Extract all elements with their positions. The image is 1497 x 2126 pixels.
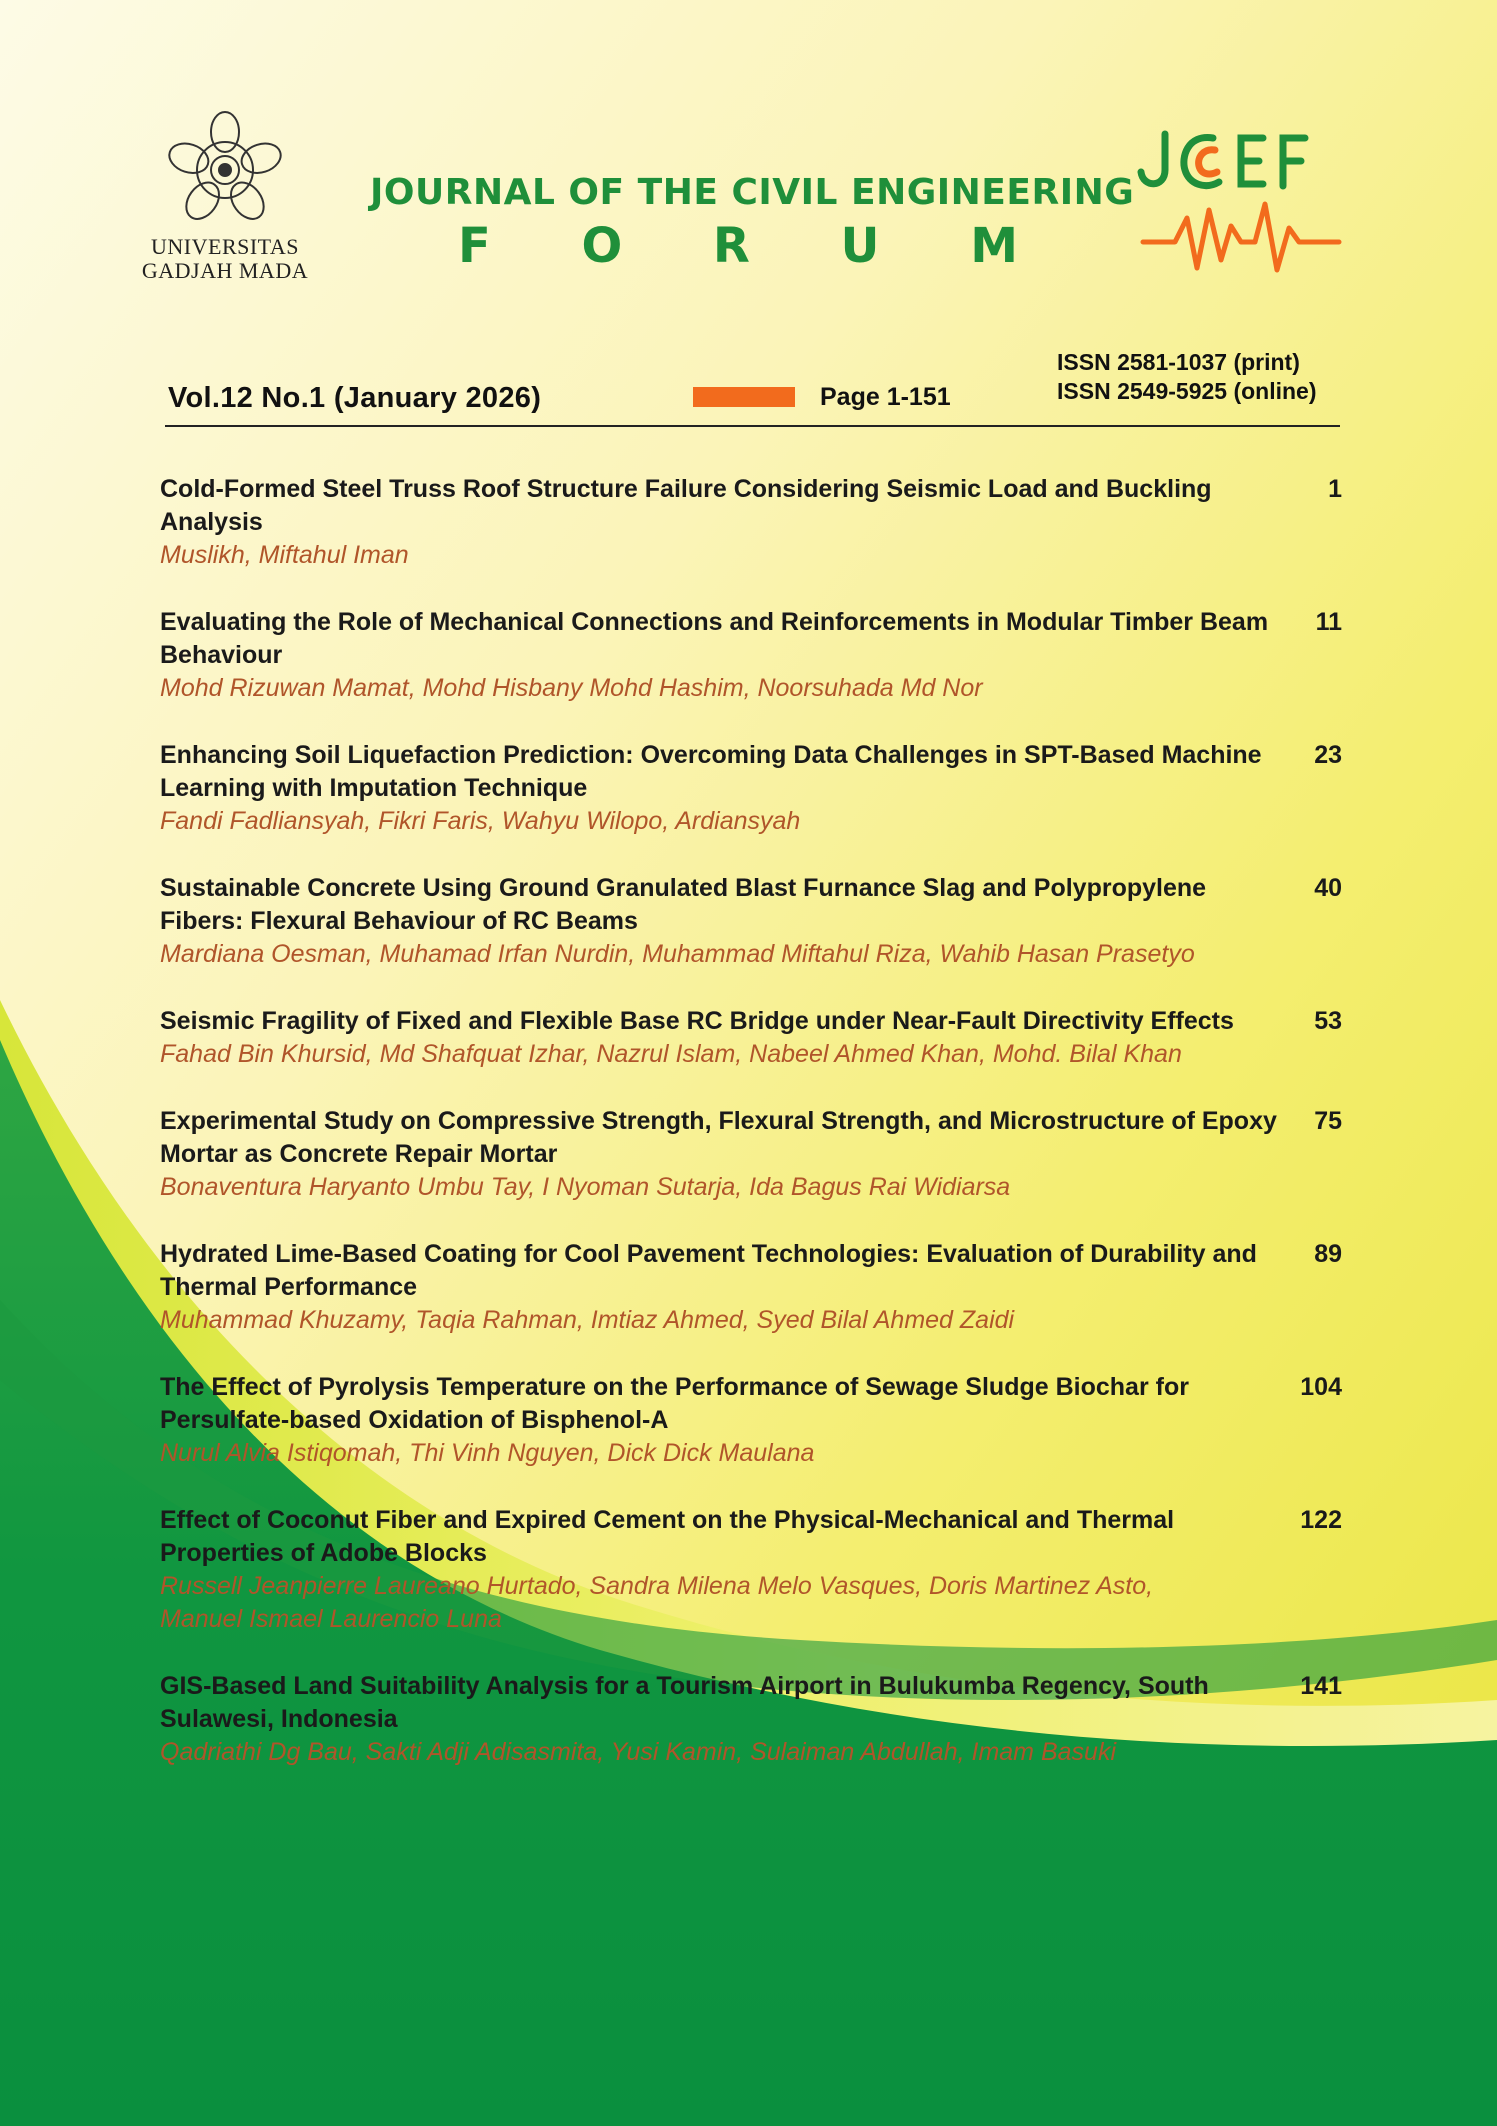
article-authors: Nurul Alvia Istiqomah, Thi Vinh Nguyen, Dick Dick Maulana <box>160 1439 815 1467</box>
toc-entry[interactable] <box>160 1238 1345 1337</box>
forum-letter: U <box>840 218 880 274</box>
toc-entry[interactable] <box>160 1670 1345 1769</box>
header-divider <box>165 425 1340 427</box>
article-authors: Fahad Bin Khursid, Md Shafquat Izhar, Nazrul Islam, Nabeel Ahmed Khan, Mohd. Bilal Khan <box>160 1040 1182 1068</box>
issn-online: ISSN 2549-5925 (online) <box>1057 378 1317 404</box>
issn-block <box>1057 348 1317 406</box>
jcef-logo <box>1135 120 1345 290</box>
article-authors: Bonaventura Haryanto Umbu Tay, I Nyoman Sutarja, Ida Bagus Rai Widiarsa <box>160 1173 1011 1201</box>
article-page: 1 <box>1328 475 1342 503</box>
article-title[interactable]: Seismic Fragility of Fixed and Flexible Base RC Bridge under Near-Fault Directivity Effects <box>160 1007 1234 1035</box>
ugm-seal-icon <box>165 110 285 230</box>
article-authors: Qadriathi Dg Bau, Sakti Adji Adisasmita, Yusi Kamin, Sulaiman Abdullah, Imam Basuki <box>160 1738 1116 1766</box>
article-authors: Russell Jeanpierre Laureano Hurtado, Sandra Milena Melo Vasques, Doris Martinez Asto, Manuel Ismael Laurencio Luna <box>160 1572 1154 1633</box>
volume-issue: Vol.12 No.1 (January 2026) <box>168 382 542 414</box>
accent-bar <box>693 387 795 407</box>
forum-letter: R <box>712 218 750 274</box>
issn-print: ISSN 2581-1037 (print) <box>1057 349 1300 375</box>
article-title[interactable]: The Effect of Pyrolysis Temperature on the Performance of Sewage Sludge Biochar for Persulfate-based Oxidation of Bisphenol-A <box>160 1373 1189 1434</box>
article-authors: Mohd Rizuwan Mamat, Mohd Hisbany Mohd Hashim, Noorsuhada Md Nor <box>160 674 983 702</box>
toc-entry[interactable] <box>160 1005 1345 1071</box>
toc-entry[interactable] <box>160 1105 1345 1204</box>
journal-title: JOURNAL OF THE CIVIL ENGINEERING <box>370 172 1135 213</box>
forum-letter: F <box>458 218 491 274</box>
article-page: 40 <box>1314 874 1342 902</box>
university-name-line2: GADJAH MADA <box>141 258 309 283</box>
journal-forum-word <box>458 218 1018 274</box>
article-authors: Muslikh, Miftahul Iman <box>160 541 409 569</box>
forum-letter: O <box>581 218 623 274</box>
article-authors: Muhammad Khuzamy, Taqia Rahman, Imtiaz Ahmed, Syed Bilal Ahmed Zaidi <box>160 1306 1015 1334</box>
article-title[interactable]: Enhancing Soil Liquefaction Prediction: Overcoming Data Challenges in SPT-Based Machine Learning with Imputation Technique <box>160 741 1262 802</box>
toc-entry[interactable] <box>160 473 1345 572</box>
article-page: 11 <box>1315 608 1342 636</box>
article-page: 141 <box>1300 1672 1342 1700</box>
article-title[interactable]: Hydrated Lime-Based Coating for Cool Pavement Technologies: Evaluation of Durability and Thermal Performance <box>160 1240 1257 1301</box>
article-authors: Fandi Fadliansyah, Fikri Faris, Wahyu Wilopo, Ardiansyah <box>160 807 801 835</box>
article-title[interactable]: Experimental Study on Compressive Strength, Flexural Strength, and Microstructure of Epoxy Mortar as Concrete Repair Mortar <box>160 1107 1277 1168</box>
article-authors: Mardiana Oesman, Muhamad Irfan Nurdin, Muhammad Miftahul Riza, Wahib Hasan Prasetyo <box>160 940 1195 968</box>
toc-entry[interactable] <box>160 606 1345 705</box>
university-name-line1: UNIVERSITAS <box>151 234 299 259</box>
forum-letter: M <box>970 218 1018 274</box>
table-of-contents <box>160 473 1345 1769</box>
article-page: 122 <box>1300 1506 1342 1534</box>
article-title[interactable]: GIS-Based Land Suitability Analysis for a Tourism Airport in Bulukumba Regency, South Sulawesi, Indonesia <box>160 1672 1209 1733</box>
article-page: 104 <box>1300 1373 1342 1401</box>
university-logo <box>140 110 310 283</box>
article-title[interactable]: Effect of Coconut Fiber and Expired Cement on the Physical-Mechanical and Thermal Properties of Adobe Blocks <box>160 1506 1175 1567</box>
toc-entry[interactable] <box>160 1504 1345 1636</box>
article-title[interactable]: Sustainable Concrete Using Ground Granulated Blast Furnance Slag and Polypropylene Fibers: Flexural Behaviour of RC Beams <box>160 874 1207 935</box>
article-page: 75 <box>1314 1107 1342 1135</box>
toc-entry[interactable] <box>160 739 1345 838</box>
article-page: 53 <box>1314 1007 1342 1035</box>
article-title[interactable]: Evaluating the Role of Mechanical Connections and Reinforcements in Modular Timber Beam Behaviour <box>160 608 1269 669</box>
article-page: 89 <box>1314 1240 1342 1268</box>
toc-entry[interactable] <box>160 872 1345 971</box>
article-title[interactable]: Cold-Formed Steel Truss Roof Structure Failure Considering Seismic Load and Buckling Analysis <box>160 475 1212 536</box>
page-range: Page 1-151 <box>820 383 951 411</box>
article-page: 23 <box>1314 741 1342 769</box>
toc-entry[interactable] <box>160 1371 1345 1470</box>
